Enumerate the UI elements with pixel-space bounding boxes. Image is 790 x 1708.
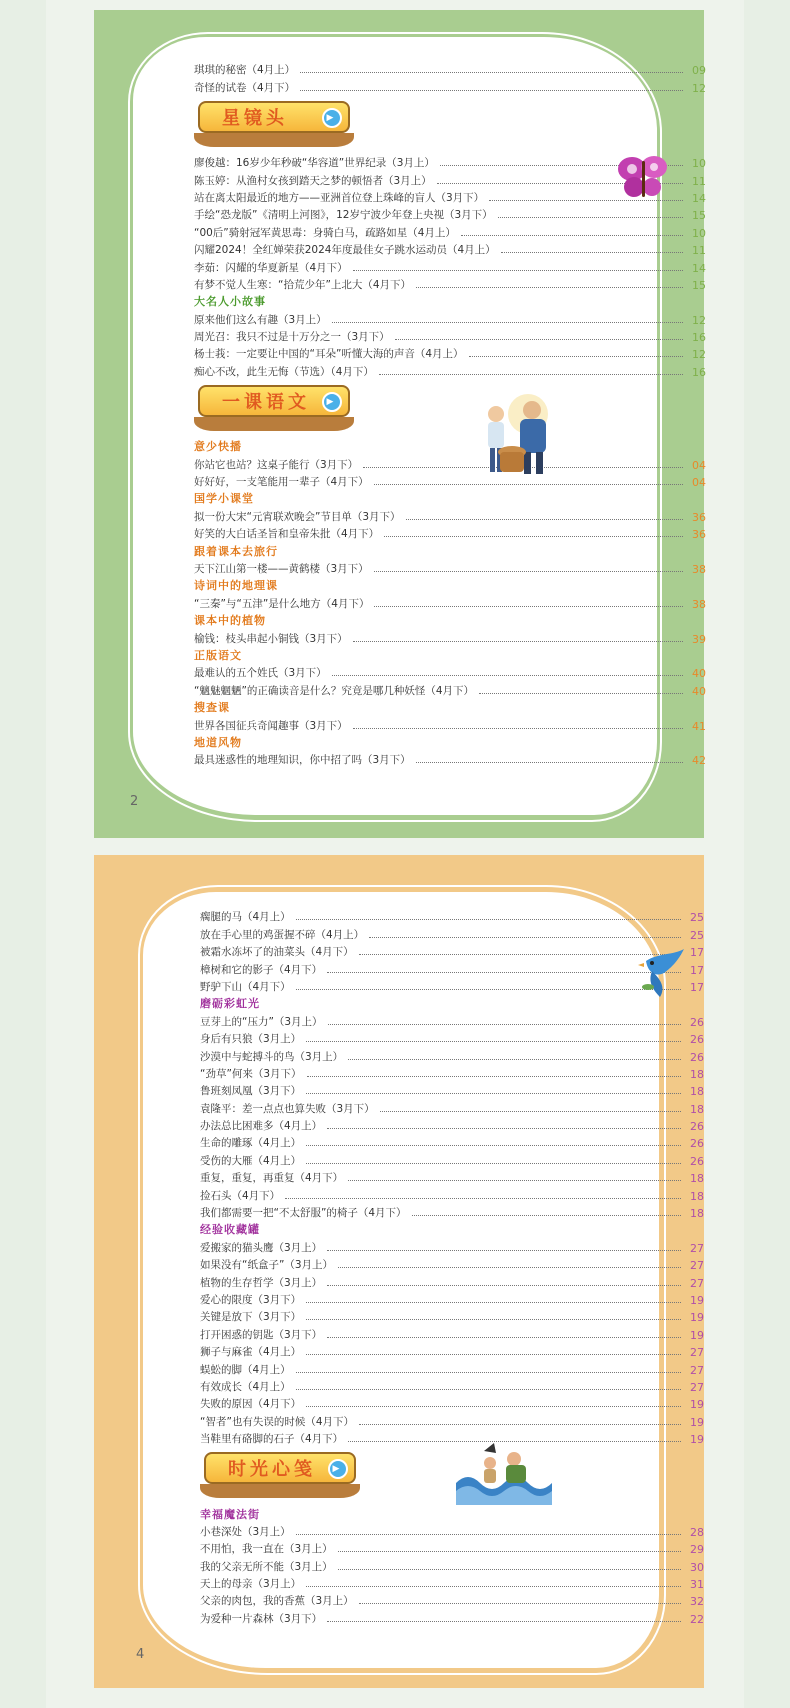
page-number: 4 — [136, 1647, 145, 1662]
toc-entry[interactable] — [194, 327, 706, 344]
toc-entry-title: 失败的原因（4月下） — [200, 1398, 302, 1411]
dot-leader — [416, 287, 683, 288]
toc-entry-page: 17 — [690, 946, 704, 960]
section-subheading: 磨砺彩虹光 — [200, 997, 260, 1011]
toc-group — [194, 60, 706, 95]
toc-page-4 — [94, 855, 704, 1688]
toc-entry[interactable] — [200, 1168, 704, 1185]
toc-entry-page: 18 — [690, 1172, 704, 1186]
toc-entry[interactable] — [194, 60, 706, 77]
left-margin — [0, 0, 46, 1708]
toc-entry[interactable] — [200, 1556, 704, 1573]
dot-leader — [353, 641, 683, 642]
section-banner — [200, 1446, 704, 1504]
toc-entry-title: 如果没有“纸盒子”（3月上） — [200, 1259, 334, 1272]
toc-entry[interactable] — [200, 1307, 704, 1324]
toc-entry-title: 生命的雕琢（4月上） — [200, 1137, 302, 1150]
toc-entry-title: 被霜水冻坏了的油菜头（4月下） — [200, 946, 354, 959]
toc-entry[interactable] — [194, 344, 706, 361]
section-subheading: 幸福魔法街 — [200, 1507, 260, 1521]
dot-leader — [300, 90, 683, 91]
toc-entry-title: 鲁班刻凤凰（3月下） — [200, 1085, 302, 1098]
right-margin — [744, 0, 790, 1708]
toc-entry[interactable] — [200, 1185, 704, 1202]
play-badge-icon: ▶ — [328, 1459, 348, 1479]
dot-leader — [327, 1250, 681, 1251]
toc-entry-title: 闪耀2024！全红婵荣获2024年度最佳女子跳水运动员（4月上） — [194, 244, 496, 257]
butterfly-icon — [616, 153, 670, 203]
dot-leader — [369, 937, 681, 938]
toc-entry[interactable] — [200, 1081, 704, 1098]
toc-entry-title: 陈玉婷：从渔村女孩到踏天之梦的顿悟者（3月上） — [194, 174, 432, 187]
toc-entry-page: 26 — [690, 1154, 704, 1168]
toc-entry-page: 25 — [690, 911, 704, 925]
toc-entry[interactable] — [194, 593, 706, 610]
section-banner-sign — [198, 385, 350, 417]
dot-leader — [416, 762, 683, 763]
dot-leader — [327, 972, 681, 973]
toc-entry-page: 38 — [692, 562, 706, 576]
toc-entry[interactable] — [200, 1574, 704, 1591]
bluebird-icon — [638, 943, 690, 999]
toc-entry-title: 廖俊越：16岁少年秒破“华容道”世界纪录（3月上） — [194, 157, 435, 170]
toc-entry-title: 父亲的肉包，我的香蕉（3月上） — [200, 1595, 354, 1608]
section-subheading: 课本中的植物 — [194, 614, 266, 628]
toc-entry-page: 17 — [690, 963, 704, 977]
toc-entry-title: 有梦不觉人生寒：“拾荒少年”上北大（4月下） — [194, 278, 412, 291]
dot-leader — [332, 322, 683, 323]
toc-entry-page: 27 — [690, 1346, 704, 1360]
toc-entry-title: 豆芽上的“压力”（3月上） — [200, 1015, 323, 1028]
toc-list — [200, 907, 704, 1626]
dot-leader — [338, 1267, 681, 1268]
toc-entry-page: 12 — [692, 348, 706, 362]
toc-group — [194, 506, 706, 541]
dot-leader — [469, 356, 683, 357]
dot-leader — [412, 1215, 681, 1216]
dot-leader — [306, 1145, 681, 1146]
dot-leader — [338, 1569, 681, 1570]
toc-entry[interactable] — [200, 1429, 704, 1446]
toc-entry-page: 04 — [692, 458, 706, 472]
toc-entry[interactable] — [194, 309, 706, 326]
toc-entry[interactable] — [200, 1539, 704, 1556]
toc-entry-title: 野驴下山（4月下） — [200, 980, 291, 993]
toc-entry[interactable] — [194, 506, 706, 523]
toc-entry-page: 40 — [692, 684, 706, 698]
toc-entry-title: 不用怕，我一直在（3月上） — [200, 1543, 333, 1556]
toc-entry[interactable] — [200, 1377, 704, 1394]
toc-entry-title: 爱心的限度（3月下） — [200, 1293, 302, 1306]
dot-leader — [306, 1163, 681, 1164]
toc-entry[interactable] — [200, 1411, 704, 1428]
toc-entry-page: 31 — [690, 1578, 704, 1592]
toc-entry-title: 你站它也站？这桌子能行（3月下） — [194, 458, 359, 471]
toc-entry[interactable] — [200, 1116, 704, 1133]
toc-entry-page: 16 — [692, 331, 706, 345]
toc-entry[interactable] — [200, 1150, 704, 1167]
toc-entry-page: 15 — [692, 209, 706, 223]
toc-entry[interactable] — [194, 628, 706, 645]
toc-entry-title: 有效成长（4月上） — [200, 1380, 291, 1393]
dot-leader — [306, 1406, 681, 1407]
toc-entry-title: 办法总比困难多（4月上） — [200, 1120, 323, 1133]
toc-entry-title: 爱搬家的猫头鹰（3月上） — [200, 1241, 323, 1254]
toc-entry-page: 32 — [690, 1595, 704, 1609]
toc-entry-page: 18 — [690, 1067, 704, 1081]
toc-entry-page: 27 — [690, 1276, 704, 1290]
dot-leader — [300, 72, 683, 73]
toc-group — [194, 628, 706, 645]
toc-entry[interactable] — [194, 663, 706, 680]
section-subheading: 诗词中的地理课 — [194, 579, 278, 593]
toc-entry-page: 38 — [692, 597, 706, 611]
toc-entry[interactable] — [194, 205, 706, 222]
toc-entry-title: 身后有只狼（3月上） — [200, 1033, 302, 1046]
toc-entry-title: “00后”骑射冠军黄思毒：身骑白马，疏路如星（4月上） — [194, 226, 456, 239]
toc-entry[interactable] — [194, 77, 706, 94]
dot-leader — [406, 519, 683, 520]
dot-leader — [296, 1534, 681, 1535]
toc-entry-title: 拟一份大宋“元宵联欢晚会”节目单（3月下） — [194, 510, 401, 523]
section-banner-title: 一课语文 — [222, 391, 310, 413]
toc-entry-title: 琪琪的秘密（4月上） — [194, 64, 296, 77]
toc-entry-page: 09 — [692, 64, 706, 78]
toc-entry-title: 榆钱：枝头串起小铜钱（3月下） — [194, 632, 348, 645]
toc-entry-page: 04 — [692, 476, 706, 490]
toc-entry[interactable] — [194, 257, 706, 274]
toc-entry[interactable] — [200, 1046, 704, 1063]
dot-leader — [306, 1302, 681, 1303]
toc-entry-page: 14 — [692, 191, 706, 205]
toc-entry-page: 30 — [690, 1560, 704, 1574]
dot-leader — [327, 1128, 681, 1129]
toc-entry-title: 天下江山第一楼——黄鹤楼（3月下） — [194, 562, 369, 575]
dot-leader — [328, 1024, 681, 1025]
toc-entry-page: 18 — [690, 1207, 704, 1221]
toc-entry-title: 重复，重复，再重复（4月下） — [200, 1172, 344, 1185]
toc-entry[interactable] — [200, 907, 704, 924]
section-banner-sign — [198, 101, 350, 133]
dot-leader — [353, 270, 683, 271]
toc-entry[interactable] — [200, 1359, 704, 1376]
dot-leader — [501, 252, 683, 253]
toc-entry-title: 受伤的大雁（4月上） — [200, 1154, 302, 1167]
toc-entry[interactable] — [200, 1064, 704, 1081]
toc-entry-page: 36 — [692, 510, 706, 524]
toc-entry-page: 11 — [692, 244, 706, 258]
toc-entry[interactable] — [200, 1098, 704, 1115]
section-subheading: 国学小课堂 — [194, 492, 254, 506]
toc-entry-page: 42 — [692, 754, 706, 768]
dot-leader — [327, 1337, 681, 1338]
toc-entry[interactable] — [200, 1522, 704, 1539]
banner-base — [200, 1484, 360, 1498]
toc-entry-page: 26 — [690, 1033, 704, 1047]
toc-entry[interactable] — [200, 1133, 704, 1150]
toc-entry[interactable] — [200, 1237, 704, 1254]
toc-entry-title: 袁隆平：差一点点也算失败（3月下） — [200, 1102, 375, 1115]
toc-entry-page: 27 — [690, 1259, 704, 1273]
toc-entry-page: 15 — [692, 278, 706, 292]
waves-rescue-illustration — [456, 1441, 552, 1505]
toc-entry-title: “魑魅魍魉”的正确读音是什么？究竟是哪几种妖怪（4月下） — [194, 684, 475, 697]
section-subheading: 搜查课 — [194, 701, 230, 715]
toc-entry-title: 好好好，一支笔能用一辈子（4月下） — [194, 476, 369, 489]
toc-entry-page: 16 — [692, 365, 706, 379]
toc-entry-page: 12 — [692, 81, 706, 95]
toc-entry[interactable] — [200, 1255, 704, 1272]
toc-entry[interactable] — [194, 454, 706, 471]
toc-entry-title: 关键是放下（3月下） — [200, 1311, 302, 1324]
toc-entry[interactable] — [200, 1591, 704, 1608]
toc-entry-page: 18 — [690, 1189, 704, 1203]
toc-entry[interactable] — [194, 361, 706, 378]
toc-entry[interactable] — [200, 1324, 704, 1341]
toc-entry-page: 19 — [690, 1293, 704, 1307]
toc-entry-page: 27 — [690, 1363, 704, 1377]
toc-entry[interactable] — [200, 959, 704, 976]
toc-entry-page: 22 — [690, 1612, 704, 1626]
dot-leader — [306, 1319, 681, 1320]
toc-entry[interactable] — [194, 524, 706, 541]
section-banner — [194, 95, 706, 153]
play-badge-icon: ▶ — [322, 392, 342, 412]
toc-entry[interactable] — [194, 559, 706, 576]
toc-entry-page: 39 — [692, 632, 706, 646]
toc-entry[interactable] — [200, 1394, 704, 1411]
toc-entry-title: 瘸腿的马（4月上） — [200, 911, 291, 924]
dot-leader — [384, 536, 683, 537]
toc-entry-page: 27 — [690, 1380, 704, 1394]
toc-entry[interactable] — [200, 1342, 704, 1359]
toc-entry-title: 放在手心里的鸡蛋握不碎（4月上） — [200, 928, 365, 941]
toc-entry[interactable] — [194, 750, 706, 767]
dot-leader — [306, 1093, 681, 1094]
toc-entry-title: 奇怪的试卷（4月下） — [194, 81, 296, 94]
toc-group — [200, 1011, 704, 1220]
dot-leader — [359, 1424, 681, 1425]
banner-base — [194, 417, 354, 431]
dot-leader — [327, 1621, 681, 1622]
toc-group — [194, 750, 706, 767]
toc-entry-title: “三秦”与“五津”是什么地方（4月下） — [194, 597, 370, 610]
toc-group — [200, 1237, 704, 1446]
toc-entry-title: 樟树和它的影子（4月下） — [200, 963, 323, 976]
toc-entry[interactable] — [200, 1029, 704, 1046]
toc-entry-title: 狮子与麻雀（4月上） — [200, 1346, 302, 1359]
toc-entry-title: 周光召：我只不过是十万分之一（3月下） — [194, 331, 390, 344]
dot-leader — [296, 989, 681, 990]
play-badge-icon: ▶ — [322, 108, 342, 128]
toc-entry-title: 原来他们这么有趣（3月上） — [194, 313, 327, 326]
banner-base — [194, 133, 354, 147]
dot-leader — [395, 339, 683, 340]
toc-entry-title: “智者”也有失误的时候（4月下） — [200, 1415, 355, 1428]
toc-entry[interactable] — [200, 1290, 704, 1307]
toc-entry-title: 李茹：闪耀的华夏新星（4月下） — [194, 261, 348, 274]
toc-entry-page: 12 — [692, 313, 706, 327]
toc-group — [194, 593, 706, 610]
father-son-cooking-illustration — [466, 392, 564, 478]
section-banner-sign — [204, 1452, 356, 1484]
toc-group — [194, 663, 706, 698]
toc-entry[interactable] — [194, 275, 706, 292]
toc-entry-title: “劲草”何来（3月下） — [200, 1067, 302, 1080]
toc-group — [194, 559, 706, 576]
toc-entry[interactable] — [200, 977, 704, 994]
dot-leader — [296, 1372, 681, 1373]
toc-entry-page: 41 — [692, 719, 706, 733]
toc-entry-page: 25 — [690, 928, 704, 942]
toc-entry-page: 26 — [690, 1050, 704, 1064]
section-subheading: 跟着课本去旅行 — [194, 544, 278, 558]
dot-leader — [327, 1285, 681, 1286]
dot-leader — [374, 606, 683, 607]
toc-entry-page: 11 — [692, 174, 706, 188]
toc-entry-page: 17 — [690, 980, 704, 994]
toc-entry-title: 植物的生存哲学（3月上） — [200, 1276, 323, 1289]
section-banner-title: 时光心笺 — [228, 1459, 316, 1481]
dot-leader — [498, 217, 683, 218]
dot-leader — [348, 1059, 681, 1060]
toc-entry-page: 26 — [690, 1137, 704, 1151]
toc-entry-page: 36 — [692, 528, 706, 542]
toc-entry-title: 捡石头（4月下） — [200, 1189, 281, 1202]
page-number: 2 — [130, 794, 139, 809]
toc-entry[interactable] — [200, 942, 704, 959]
toc-entry-title: 蜈蚣的脚（4月上） — [200, 1363, 291, 1376]
toc-group — [200, 1522, 704, 1626]
toc-entry-title: 杨士莪：一定要让中国的“耳朵”听懂大海的声音（4月上） — [194, 348, 464, 361]
dot-leader — [374, 571, 683, 572]
toc-entry-page: 19 — [690, 1433, 704, 1447]
toc-entry-title: 沙漠中与蛇搏斗的鸟（3月上） — [200, 1050, 344, 1063]
toc-entry-page: 10 — [692, 157, 706, 171]
dot-leader — [338, 1551, 681, 1552]
toc-entry-page: 19 — [690, 1328, 704, 1342]
toc-entry[interactable] — [194, 472, 706, 489]
toc-entry-title: 天上的母亲（3月上） — [200, 1578, 302, 1591]
toc-entry[interactable] — [200, 1011, 704, 1028]
toc-page-2 — [94, 10, 704, 838]
toc-entry-title: 痴心不改，此生无悔（节选）（4月下） — [194, 365, 374, 378]
toc-entry[interactable] — [200, 1272, 704, 1289]
toc-group — [194, 309, 706, 379]
dot-leader — [296, 1389, 681, 1390]
toc-entry[interactable] — [194, 240, 706, 257]
toc-entry-page: 10 — [692, 226, 706, 240]
toc-entry-title: 当鞋里有硌脚的石子（4月下） — [200, 1433, 344, 1446]
section-subheading: 经验收藏罐 — [200, 1223, 260, 1237]
dot-leader — [359, 954, 681, 955]
dot-leader — [285, 1198, 681, 1199]
dot-leader — [374, 484, 683, 485]
dot-leader — [296, 919, 681, 920]
section-subheading: 意少快播 — [194, 440, 242, 454]
dot-leader — [379, 374, 683, 375]
toc-entry-title: 手绘“恐龙版”《清明上河图》，12岁宁波少年登上央视（3月下） — [194, 209, 493, 222]
dot-leader — [332, 675, 683, 676]
toc-entry[interactable] — [194, 715, 706, 732]
toc-entry-title: 站在离太阳最近的地方——亚洲首位登上珠峰的盲人（3月下） — [194, 191, 485, 204]
dot-leader — [353, 728, 683, 729]
toc-entry-title: 我们都需要一把“不太舒服”的椅子（4月下） — [200, 1207, 407, 1220]
toc-entry-page: 19 — [690, 1311, 704, 1325]
toc-entry[interactable] — [194, 222, 706, 239]
toc-entry-title: 小巷深处（3月上） — [200, 1525, 291, 1538]
toc-entry-page: 19 — [690, 1398, 704, 1412]
toc-group — [194, 715, 706, 732]
toc-entry-title: 世界各国征兵奇闻趣事（3月下） — [194, 719, 348, 732]
section-subheading: 正版语文 — [194, 648, 242, 662]
toc-entry-page: 18 — [690, 1085, 704, 1099]
toc-entry-page: 40 — [692, 667, 706, 681]
toc-entry-page: 29 — [690, 1543, 704, 1557]
toc-entry[interactable] — [194, 680, 706, 697]
toc-entry-page: 26 — [690, 1015, 704, 1029]
toc-entry-page: 26 — [690, 1120, 704, 1134]
dot-leader — [306, 1041, 681, 1042]
toc-entry[interactable] — [200, 924, 704, 941]
toc-entry-title: 最难认的五个姓氏（3月下） — [194, 667, 327, 680]
section-banner-title: 星镜头 — [222, 107, 288, 129]
toc-entry-page: 18 — [690, 1102, 704, 1116]
dot-leader — [306, 1586, 681, 1587]
dot-leader — [479, 693, 683, 694]
toc-entry-page: 19 — [690, 1415, 704, 1429]
dot-leader — [359, 1603, 681, 1604]
section-banner — [194, 379, 706, 437]
dot-leader — [461, 235, 683, 236]
toc-entry-page: 27 — [690, 1241, 704, 1255]
toc-entry-title: 为爱种一片森林（3月下） — [200, 1612, 323, 1625]
toc-entry-title: 好笑的大白话圣旨和皇帝朱批（4月下） — [194, 528, 380, 541]
toc-entry[interactable] — [200, 1608, 704, 1625]
toc-entry-title: 我的父亲无所不能（3月上） — [200, 1560, 333, 1573]
dot-leader — [380, 1111, 681, 1112]
dot-leader — [307, 1076, 681, 1077]
toc-entry-page: 28 — [690, 1525, 704, 1539]
toc-entry-title: 打开困惑的钥匙（3月下） — [200, 1328, 323, 1341]
toc-entry-title: 最具迷惑性的地理知识，你中招了吗（3月下） — [194, 754, 411, 767]
toc-group — [200, 907, 704, 994]
dot-leader — [348, 1180, 681, 1181]
toc-entry[interactable] — [200, 1203, 704, 1220]
section-subheading: 地道风物 — [194, 735, 242, 749]
dot-leader — [306, 1354, 681, 1355]
section-subheading: 大名人小故事 — [194, 295, 266, 309]
toc-entry-page: 14 — [692, 261, 706, 275]
toc-group — [194, 454, 706, 489]
